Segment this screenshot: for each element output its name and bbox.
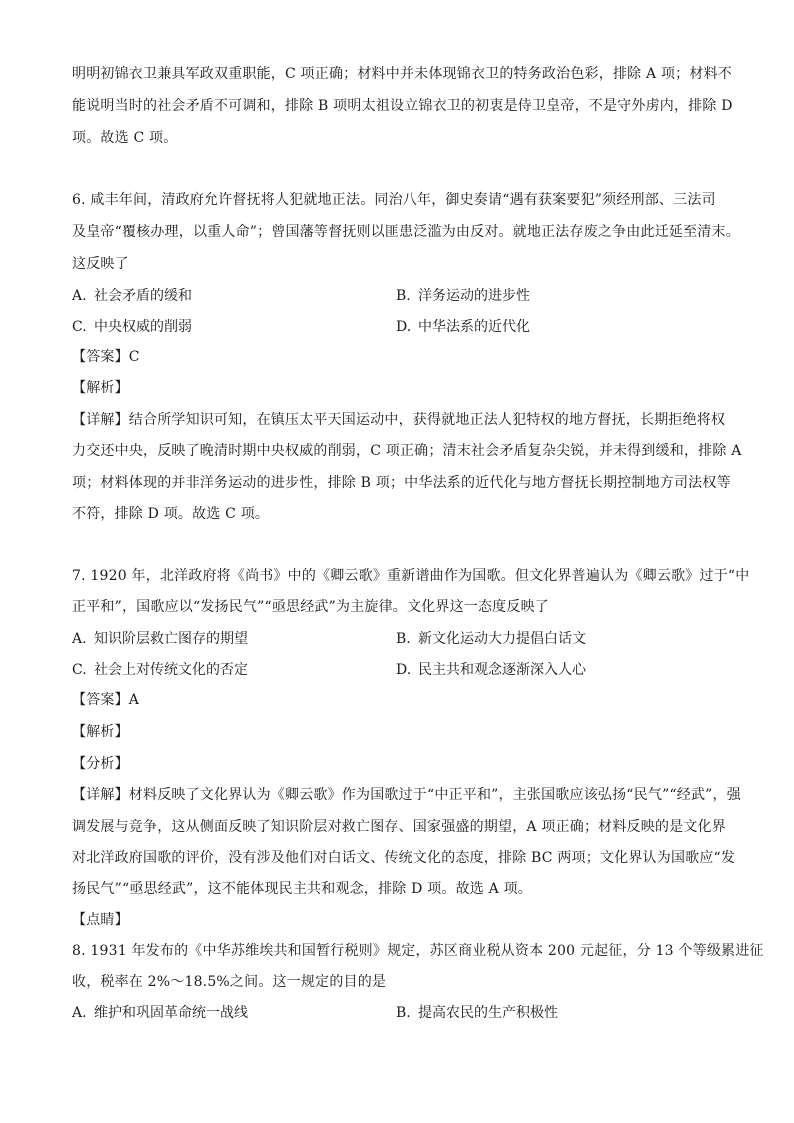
q7-fenxi-heading: 【分析】 bbox=[72, 756, 129, 772]
q7-analysis-heading: 【解析】 bbox=[72, 724, 129, 740]
q6-option-a: A. 社会矛盾的缓和 bbox=[72, 288, 192, 304]
q6-detail-line: 不符，排除 D 项。故选 C 项。 bbox=[72, 506, 270, 522]
q6-detail-line: 项；材料体现的并非洋务运动的进步性，排除 B 项；中华法系的近代化与地方督抚长期控制地方司法权等 bbox=[72, 475, 731, 491]
q6-option-b: B. 洋务运动的进步性 bbox=[396, 288, 530, 304]
q6-option-c: C. 中央权威的削弱 bbox=[72, 319, 192, 335]
q7-option-b: B. 新文化运动大力提倡白话文 bbox=[396, 631, 586, 647]
q6-stem-line: 及皇帝“覆核办理，以重人命”；曾国藩等督抚则以匪患泛滥为由反对。就地正法存废之争由此迁延至清末。 bbox=[72, 224, 740, 240]
q7-stem-line: 正平和”，国歌应以“发扬民气”“亟思经武”为主旋律。文化界这一态度反映了 bbox=[72, 599, 549, 615]
q6-detail-line: 力交还中央，反映了晚清时期中央权威的削弱，C 项正确；清末社会矛盾复杂尖锐，并未得到缓和，排除 A bbox=[72, 443, 742, 459]
q8-option-a: A. 维护和巩固革命统一战线 bbox=[72, 1005, 248, 1021]
q7-option-c: C. 社会上对传统文化的否定 bbox=[72, 662, 248, 678]
q8-stem-line: 8. 1931 年发布的《中华苏维埃共和国暂行税则》规定，苏区商业税从资本 200 元起征，分 13 个等级累进征 bbox=[72, 943, 764, 959]
intro-line: 能说明当时的社会矛盾不可调和，排除 B 项明太祖设立锦衣卫的初衷是侍卫皇帝，不是守外虏内，排除 D bbox=[72, 98, 733, 114]
q7-detail-line: 【详解】材料反映了文化界认为《卿云歌》作为国歌过于“中正平和”，主张国歌应该弘扬“民气”“经武”，强 bbox=[72, 787, 741, 803]
q6-option-d: D. 中华法系的近代化 bbox=[396, 319, 530, 335]
q6-stem-line: 6. 咸丰年间，清政府允许督抚将人犯就地正法。同治八年，御史奏请“遇有获案要犯”须经刑部、三法司 bbox=[72, 192, 716, 208]
q6-detail-line: 【详解】结合所学知识可知，在镇压太平天国运动中，获得就地正法人犯特权的地方督抚，长期拒绝将权 bbox=[72, 412, 726, 428]
q7-option-a: A. 知识阶层救亡图存的期望 bbox=[72, 631, 248, 647]
q6-analysis-heading: 【解析】 bbox=[72, 380, 129, 396]
intro-line: 项。故选 C 项。 bbox=[72, 130, 178, 146]
q7-detail-line: 调发展与竞争，这从侧面反映了知识阶层对救亡图存、国家强盛的期望，A 项正确；材料反映的是文化界 bbox=[72, 819, 726, 835]
q7-dianjing-heading: 【点睛】 bbox=[72, 912, 129, 928]
q8-option-b: B. 提高农民的生产积极性 bbox=[396, 1005, 558, 1021]
q7-detail-line: 扬民气”“亟思经武”，这不能体现民主共和观念，排除 D 项。故选 A 项。 bbox=[72, 881, 533, 897]
q8-stem-line: 收，税率在 2%～18.5%之间。这一规定的目的是 bbox=[72, 974, 387, 990]
q7-option-d: D. 民主共和观念逐渐深入人心 bbox=[396, 662, 586, 678]
q7-answer: 【答案】A bbox=[72, 692, 140, 708]
q7-detail-line: 对北洋政府国歌的评价，没有涉及他们对白话文、传统文化的态度，排除 BC 两项；文化界认为国歌应“发 bbox=[72, 850, 736, 866]
q6-stem-line: 这反映了 bbox=[72, 256, 129, 272]
q6-answer: 【答案】C bbox=[72, 349, 140, 365]
q7-stem-line: 7. 1920 年，北洋政府将《尚书》中的《卿云歌》重新谱曲作为国歌。但文化界普遍认为《卿云歌》过于“中 bbox=[72, 568, 750, 584]
intro-line: 明明初锦衣卫兼具军政双重职能，C 项正确；材料中并未体现锦衣卫的特务政治色彩，排除 A 项；材料不 bbox=[72, 66, 732, 82]
